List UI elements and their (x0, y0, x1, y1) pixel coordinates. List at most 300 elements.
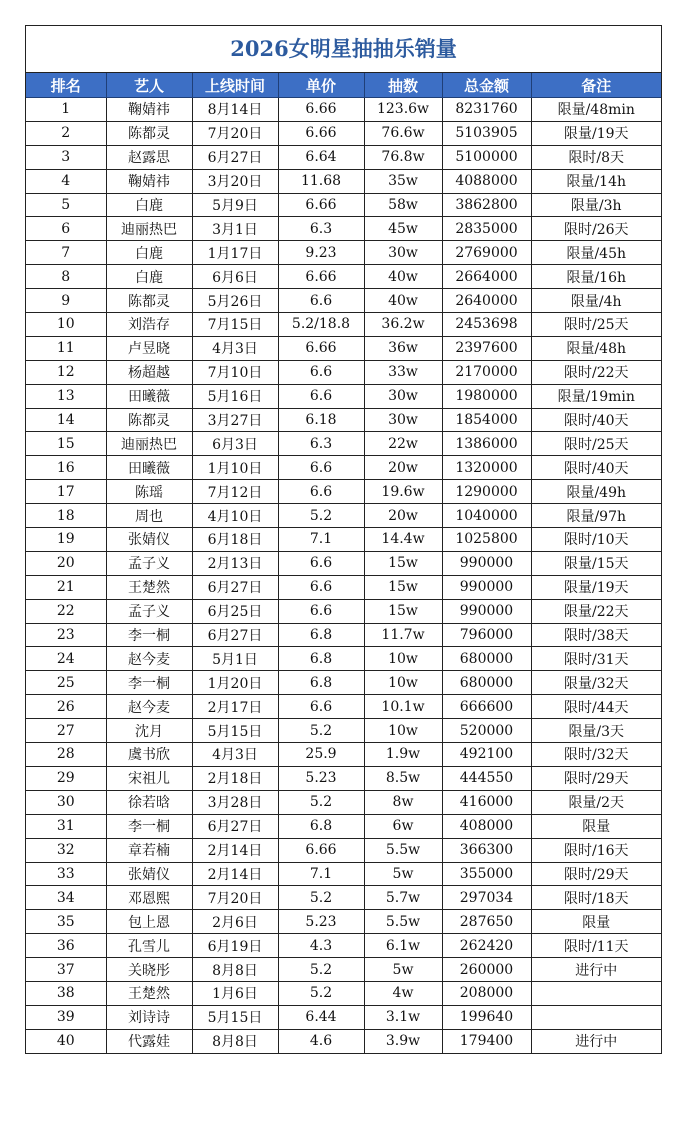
cell-note: 限量 (531, 910, 661, 934)
cell-rank: 7 (26, 241, 106, 265)
cell-launch-date: 1月6日 (192, 981, 278, 1005)
table-row (26, 862, 661, 886)
cell-rank: 38 (26, 981, 106, 1005)
cell-unit-price: 4.3 (278, 934, 364, 958)
cell-rank: 15 (26, 432, 106, 456)
cell-note: 限时/29天 (531, 862, 661, 886)
header-note: 备注 (531, 73, 661, 98)
cell-launch-date: 5月15日 (192, 719, 278, 743)
cell-artist: 孔雪儿 (106, 934, 192, 958)
cell-launch-date: 4月3日 (192, 743, 278, 767)
cell-rank: 11 (26, 336, 106, 360)
cell-unit-price: 6.6 (278, 575, 364, 599)
cell-total-amount: 680000 (442, 647, 531, 671)
cell-artist: 杨超越 (106, 360, 192, 384)
cell-total-amount: 1854000 (442, 408, 531, 432)
cell-draw-count: 35w (364, 169, 442, 193)
cell-rank: 8 (26, 265, 106, 289)
cell-artist: 白鹿 (106, 265, 192, 289)
cell-launch-date: 6月3日 (192, 432, 278, 456)
table-row (26, 217, 661, 241)
table-row (26, 241, 661, 265)
cell-artist: 周也 (106, 504, 192, 528)
cell-unit-price: 6.8 (278, 814, 364, 838)
cell-launch-date: 6月18日 (192, 528, 278, 552)
cell-total-amount: 2640000 (442, 289, 531, 313)
cell-note: 限时/29天 (531, 766, 661, 790)
cell-total-amount: 3862800 (442, 193, 531, 217)
cell-total-amount: 2170000 (442, 360, 531, 384)
cell-total-amount: 366300 (442, 838, 531, 862)
cell-draw-count: 36.2w (364, 313, 442, 337)
cell-note: 进行中 (531, 958, 661, 982)
cell-total-amount: 990000 (442, 599, 531, 623)
cell-launch-date: 6月25日 (192, 599, 278, 623)
cell-unit-price: 5.2/18.8 (278, 313, 364, 337)
cell-unit-price: 6.6 (278, 289, 364, 313)
cell-unit-price: 5.23 (278, 766, 364, 790)
cell-artist: 刘诗诗 (106, 1005, 192, 1029)
cell-draw-count: 20w (364, 456, 442, 480)
cell-note: 限时/10天 (531, 528, 661, 552)
cell-draw-count: 5.7w (364, 886, 442, 910)
table-row (26, 958, 661, 982)
cell-total-amount: 4088000 (442, 169, 531, 193)
cell-unit-price: 9.23 (278, 241, 364, 265)
cell-launch-date: 3月1日 (192, 217, 278, 241)
cell-total-amount: 408000 (442, 814, 531, 838)
cell-artist: 包上恩 (106, 910, 192, 934)
cell-draw-count: 8.5w (364, 766, 442, 790)
cell-total-amount: 1320000 (442, 456, 531, 480)
cell-unit-price: 5.2 (278, 719, 364, 743)
cell-unit-price: 7.1 (278, 528, 364, 552)
cell-total-amount: 1386000 (442, 432, 531, 456)
cell-artist: 沈月 (106, 719, 192, 743)
cell-draw-count: 30w (364, 384, 442, 408)
cell-launch-date: 1月17日 (192, 241, 278, 265)
cell-draw-count: 6w (364, 814, 442, 838)
cell-artist: 鞠婧祎 (106, 98, 192, 122)
cell-total-amount: 1040000 (442, 504, 531, 528)
cell-rank: 9 (26, 289, 106, 313)
header-launch-date: 上线时间 (192, 73, 278, 98)
cell-total-amount: 492100 (442, 743, 531, 767)
table-row (26, 647, 661, 671)
cell-rank: 35 (26, 910, 106, 934)
cell-total-amount: 444550 (442, 766, 531, 790)
cell-artist: 王楚然 (106, 981, 192, 1005)
cell-rank: 27 (26, 719, 106, 743)
cell-total-amount: 262420 (442, 934, 531, 958)
cell-launch-date: 7月20日 (192, 886, 278, 910)
cell-unit-price: 6.8 (278, 647, 364, 671)
cell-unit-price: 5.2 (278, 790, 364, 814)
cell-artist: 陈瑶 (106, 480, 192, 504)
cell-note: 限量/14h (531, 169, 661, 193)
cell-total-amount: 2769000 (442, 241, 531, 265)
cell-draw-count: 15w (364, 599, 442, 623)
cell-total-amount: 416000 (442, 790, 531, 814)
cell-unit-price: 7.1 (278, 862, 364, 886)
cell-note: 限量/3h (531, 193, 661, 217)
cell-draw-count: 30w (364, 408, 442, 432)
cell-artist: 虞书欣 (106, 743, 192, 767)
cell-launch-date: 8月8日 (192, 1029, 278, 1052)
cell-total-amount: 1290000 (442, 480, 531, 504)
cell-draw-count: 30w (364, 241, 442, 265)
cell-rank: 3 (26, 145, 106, 169)
cell-draw-count: 58w (364, 193, 442, 217)
cell-launch-date: 6月6日 (192, 265, 278, 289)
cell-unit-price: 5.2 (278, 886, 364, 910)
cell-launch-date: 6月19日 (192, 934, 278, 958)
cell-unit-price: 6.6 (278, 551, 364, 575)
cell-total-amount: 1980000 (442, 384, 531, 408)
cell-unit-price: 6.3 (278, 217, 364, 241)
cell-total-amount: 680000 (442, 671, 531, 695)
cell-note: 限时/40天 (531, 408, 661, 432)
cell-total-amount: 260000 (442, 958, 531, 982)
sales-table (26, 73, 661, 1053)
cell-artist: 白鹿 (106, 241, 192, 265)
cell-launch-date: 6月27日 (192, 623, 278, 647)
table-row (26, 432, 661, 456)
table-title: 2026女明星抽抽乐销量 (26, 26, 661, 73)
cell-rank: 6 (26, 217, 106, 241)
cell-rank: 13 (26, 384, 106, 408)
cell-unit-price: 6.66 (278, 838, 364, 862)
cell-rank: 37 (26, 958, 106, 982)
cell-unit-price: 5.2 (278, 504, 364, 528)
cell-note: 进行中 (531, 1029, 661, 1052)
cell-artist: 张婧仪 (106, 862, 192, 886)
cell-launch-date: 6月27日 (192, 145, 278, 169)
cell-rank: 20 (26, 551, 106, 575)
cell-artist: 赵露思 (106, 145, 192, 169)
cell-launch-date: 4月10日 (192, 504, 278, 528)
table-row (26, 575, 661, 599)
table-row (26, 384, 661, 408)
cell-unit-price: 5.23 (278, 910, 364, 934)
cell-note: 限量/48h (531, 336, 661, 360)
cell-total-amount: 2397600 (442, 336, 531, 360)
cell-launch-date: 6月27日 (192, 814, 278, 838)
cell-note: 限量/97h (531, 504, 661, 528)
cell-unit-price: 4.6 (278, 1029, 364, 1052)
cell-rank: 18 (26, 504, 106, 528)
cell-artist: 孟子义 (106, 599, 192, 623)
cell-artist: 宋祖儿 (106, 766, 192, 790)
table-row (26, 289, 661, 313)
table-row (26, 814, 661, 838)
cell-artist: 陈都灵 (106, 289, 192, 313)
cell-rank: 30 (26, 790, 106, 814)
cell-rank: 33 (26, 862, 106, 886)
cell-artist: 李一桐 (106, 814, 192, 838)
cell-note: 限时/16天 (531, 838, 661, 862)
cell-launch-date: 2月6日 (192, 910, 278, 934)
cell-rank: 12 (26, 360, 106, 384)
cell-artist: 章若楠 (106, 838, 192, 862)
cell-artist: 白鹿 (106, 193, 192, 217)
cell-rank: 34 (26, 886, 106, 910)
cell-note: 限量/45h (531, 241, 661, 265)
cell-draw-count: 6.1w (364, 934, 442, 958)
cell-draw-count: 45w (364, 217, 442, 241)
table-row (26, 981, 661, 1005)
header-rank: 排名 (26, 73, 106, 98)
header-total-amount: 总金额 (442, 73, 531, 98)
cell-rank: 19 (26, 528, 106, 552)
cell-rank: 36 (26, 934, 106, 958)
cell-total-amount: 5103905 (442, 121, 531, 145)
cell-artist: 陈都灵 (106, 408, 192, 432)
cell-note (531, 1005, 661, 1029)
cell-note: 限量/19天 (531, 121, 661, 145)
table-row (26, 1029, 661, 1052)
cell-note: 限量/19天 (531, 575, 661, 599)
cell-draw-count: 20w (364, 504, 442, 528)
cell-unit-price: 6.64 (278, 145, 364, 169)
cell-draw-count: 76.6w (364, 121, 442, 145)
cell-total-amount: 8231760 (442, 98, 531, 122)
cell-note: 限量 (531, 814, 661, 838)
cell-launch-date: 5月9日 (192, 193, 278, 217)
cell-launch-date: 5月1日 (192, 647, 278, 671)
cell-note: 限量/16h (531, 265, 661, 289)
table-row (26, 671, 661, 695)
cell-note: 限量/15天 (531, 551, 661, 575)
cell-rank: 29 (26, 766, 106, 790)
cell-draw-count: 5.5w (364, 838, 442, 862)
cell-note: 限量/19min (531, 384, 661, 408)
cell-rank: 10 (26, 313, 106, 337)
cell-note: 限时/40天 (531, 456, 661, 480)
cell-note: 限量/32天 (531, 671, 661, 695)
table-row (26, 193, 661, 217)
cell-note: 限时/26天 (531, 217, 661, 241)
cell-draw-count: 10w (364, 671, 442, 695)
cell-unit-price: 11.68 (278, 169, 364, 193)
cell-draw-count: 15w (364, 551, 442, 575)
cell-total-amount: 990000 (442, 551, 531, 575)
cell-artist: 代露娃 (106, 1029, 192, 1052)
cell-draw-count: 10.1w (364, 695, 442, 719)
cell-unit-price: 6.8 (278, 623, 364, 647)
cell-draw-count: 5w (364, 862, 442, 886)
cell-note: 限时/38天 (531, 623, 661, 647)
cell-note: 限量/4h (531, 289, 661, 313)
table-row (26, 719, 661, 743)
sales-table-sheet (25, 25, 662, 1054)
cell-draw-count: 33w (364, 360, 442, 384)
cell-unit-price: 6.66 (278, 193, 364, 217)
cell-total-amount: 1025800 (442, 528, 531, 552)
cell-draw-count: 10w (364, 719, 442, 743)
cell-note: 限时/25天 (531, 432, 661, 456)
cell-unit-price: 25.9 (278, 743, 364, 767)
cell-total-amount: 355000 (442, 862, 531, 886)
table-row (26, 838, 661, 862)
cell-total-amount: 2835000 (442, 217, 531, 241)
table-row (26, 623, 661, 647)
cell-artist: 田曦薇 (106, 384, 192, 408)
table-row (26, 265, 661, 289)
cell-artist: 田曦薇 (106, 456, 192, 480)
cell-artist: 鞠婧祎 (106, 169, 192, 193)
cell-total-amount: 5100000 (442, 145, 531, 169)
table-row (26, 408, 661, 432)
table-row (26, 480, 661, 504)
header-draw-count: 抽数 (364, 73, 442, 98)
header-row (26, 73, 661, 98)
cell-note: 限时/25天 (531, 313, 661, 337)
cell-unit-price: 6.44 (278, 1005, 364, 1029)
cell-draw-count: 8w (364, 790, 442, 814)
cell-rank: 32 (26, 838, 106, 862)
cell-note: 限时/18天 (531, 886, 661, 910)
cell-note: 限时/32天 (531, 743, 661, 767)
cell-total-amount: 2664000 (442, 265, 531, 289)
cell-total-amount: 287650 (442, 910, 531, 934)
cell-unit-price: 6.66 (278, 98, 364, 122)
table-row (26, 98, 661, 122)
cell-unit-price: 6.66 (278, 265, 364, 289)
cell-total-amount: 297034 (442, 886, 531, 910)
table-row (26, 766, 661, 790)
cell-draw-count: 1.9w (364, 743, 442, 767)
cell-artist: 关晓彤 (106, 958, 192, 982)
cell-draw-count: 15w (364, 575, 442, 599)
table-row (26, 528, 661, 552)
header-artist: 艺人 (106, 73, 192, 98)
cell-unit-price: 6.6 (278, 480, 364, 504)
cell-artist: 王楚然 (106, 575, 192, 599)
header-unit-price: 单价 (278, 73, 364, 98)
cell-launch-date: 8月8日 (192, 958, 278, 982)
cell-launch-date: 2月14日 (192, 862, 278, 886)
table-row (26, 551, 661, 575)
cell-artist: 赵今麦 (106, 695, 192, 719)
table-row (26, 313, 661, 337)
cell-draw-count: 40w (364, 265, 442, 289)
table-row (26, 934, 661, 958)
cell-note: 限时/8天 (531, 145, 661, 169)
cell-artist: 李一桐 (106, 623, 192, 647)
cell-total-amount: 666600 (442, 695, 531, 719)
table-row (26, 169, 661, 193)
cell-launch-date: 2月18日 (192, 766, 278, 790)
cell-note: 限量/48min (531, 98, 661, 122)
cell-note: 限时/11天 (531, 934, 661, 958)
cell-artist: 卢昱晓 (106, 336, 192, 360)
table-row (26, 886, 661, 910)
cell-launch-date: 7月15日 (192, 313, 278, 337)
cell-rank: 21 (26, 575, 106, 599)
cell-rank: 39 (26, 1005, 106, 1029)
table-row (26, 599, 661, 623)
cell-unit-price: 6.18 (278, 408, 364, 432)
table-row (26, 695, 661, 719)
cell-draw-count: 3.9w (364, 1029, 442, 1052)
cell-launch-date: 2月17日 (192, 695, 278, 719)
table-row (26, 145, 661, 169)
cell-rank: 31 (26, 814, 106, 838)
table-row (26, 790, 661, 814)
watermark (521, 1102, 681, 1120)
cell-launch-date: 5月15日 (192, 1005, 278, 1029)
cell-draw-count: 36w (364, 336, 442, 360)
cell-launch-date: 3月28日 (192, 790, 278, 814)
cell-unit-price: 5.2 (278, 958, 364, 982)
cell-draw-count: 19.6w (364, 480, 442, 504)
cell-artist: 孟子义 (106, 551, 192, 575)
cell-launch-date: 5月16日 (192, 384, 278, 408)
cell-launch-date: 1月10日 (192, 456, 278, 480)
cell-rank: 23 (26, 623, 106, 647)
cell-artist: 迪丽热巴 (106, 217, 192, 241)
cell-total-amount: 179400 (442, 1029, 531, 1052)
cell-draw-count: 5w (364, 958, 442, 982)
table-row (26, 456, 661, 480)
cell-unit-price: 6.6 (278, 695, 364, 719)
cell-unit-price: 6.6 (278, 599, 364, 623)
cell-draw-count: 4w (364, 981, 442, 1005)
cell-rank: 14 (26, 408, 106, 432)
cell-note: 限量/3天 (531, 719, 661, 743)
cell-unit-price: 5.2 (278, 981, 364, 1005)
cell-artist: 邓恩熙 (106, 886, 192, 910)
table-row (26, 121, 661, 145)
cell-draw-count: 11.7w (364, 623, 442, 647)
cell-draw-count: 76.8w (364, 145, 442, 169)
cell-launch-date: 2月14日 (192, 838, 278, 862)
cell-total-amount: 796000 (442, 623, 531, 647)
cell-draw-count: 40w (364, 289, 442, 313)
cell-launch-date: 3月20日 (192, 169, 278, 193)
cell-total-amount: 990000 (442, 575, 531, 599)
cell-note: 限时/44天 (531, 695, 661, 719)
cell-draw-count: 10w (364, 647, 442, 671)
cell-rank: 28 (26, 743, 106, 767)
table-row (26, 336, 661, 360)
table-row (26, 743, 661, 767)
cell-rank: 1 (26, 98, 106, 122)
cell-unit-price: 6.6 (278, 384, 364, 408)
cell-artist: 陈都灵 (106, 121, 192, 145)
cell-launch-date: 7月20日 (192, 121, 278, 145)
cell-artist: 张婧仪 (106, 528, 192, 552)
cell-artist: 刘浩存 (106, 313, 192, 337)
cell-total-amount: 2453698 (442, 313, 531, 337)
cell-rank: 40 (26, 1029, 106, 1052)
cell-artist: 迪丽热巴 (106, 432, 192, 456)
cell-unit-price: 6.6 (278, 456, 364, 480)
cell-note (531, 981, 661, 1005)
cell-launch-date: 1月20日 (192, 671, 278, 695)
cell-note: 限时/22天 (531, 360, 661, 384)
cell-draw-count: 3.1w (364, 1005, 442, 1029)
cell-total-amount: 520000 (442, 719, 531, 743)
cell-launch-date: 3月27日 (192, 408, 278, 432)
cell-artist: 徐若晗 (106, 790, 192, 814)
cell-draw-count: 14.4w (364, 528, 442, 552)
cell-launch-date: 6月27日 (192, 575, 278, 599)
cell-rank: 16 (26, 456, 106, 480)
cell-unit-price: 6.8 (278, 671, 364, 695)
cell-rank: 2 (26, 121, 106, 145)
